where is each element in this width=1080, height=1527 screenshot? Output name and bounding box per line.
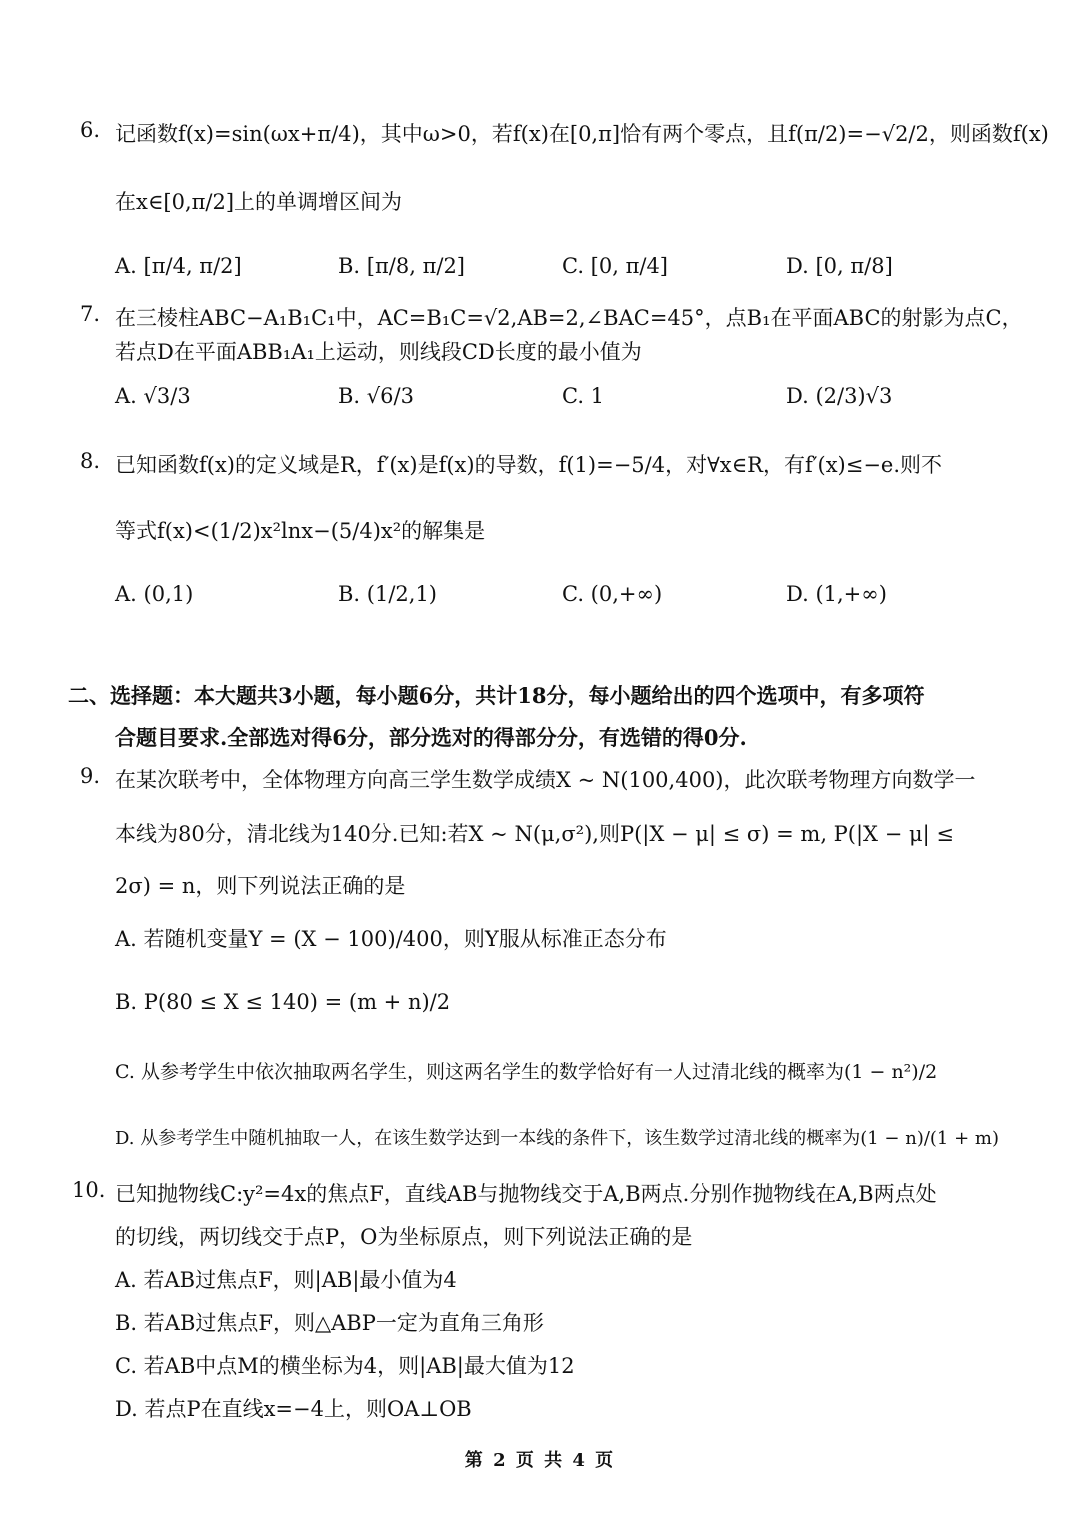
option-d: D. [0, π/8] [786,254,893,278]
question-text-line: 在三棱柱ABC−A₁B₁C₁中，AC=B₁C=√2,AB=2,∠BAC=45°，点B₁在平面ABC的射影为点C， [115,306,1023,330]
question-number: 7. [80,302,101,326]
question-text-line: 等式f(x)<(1/2)x²lnx−(5/4)x²的解集是 [115,519,486,543]
question-text-line: 若点D在平面ABB₁A₁上运动，则线段CD长度的最小值为 [115,340,642,364]
question-number: 6. [80,118,101,142]
option-c: C. 从参考学生中依次抽取两名学生，则这两名学生的数学恰好有一人过清北线的概率为(1 − n²)/2 [115,1061,938,1083]
option-b: B. [π/8, π/2] [338,254,465,278]
option-b: B. (1/2,1) [338,582,438,606]
question-number: 10. [72,1178,106,1202]
option-c: C. 若AB中点M的横坐标为4，则|AB|最大值为12 [115,1354,575,1378]
option-d: D. (2/3)√3 [786,384,893,408]
option-c: C. (0,+∞) [562,582,663,606]
question-text-line: 的切线，两切线交于点P，O为坐标原点，则下列说法正确的是 [115,1225,693,1249]
question-text-line: 记函数f(x)=sin(ωx+π/4)，其中ω>0，若f(x)在[0,π]恰有两个零点，且f(π/2)=−√2/2，则函数f(x) [115,122,1049,146]
section-text-line: 合题目要求.全部选对得6分，部分选对的得部分分，有选错的得0分. [115,725,747,750]
question-text-line: 本线为80分，清北线为140分.已知:若X ~ N(μ,σ²),则P(|X − μ| ≤ σ) = m, P(|X − μ| ≤ [115,822,954,846]
option-b: B. P(80 ≤ X ≤ 140) = (m + n)/2 [115,990,451,1014]
section-text-line: 二、选择题：本大题共3小题，每小题6分，共计18分，每小题给出的四个选项中，有多项符 [68,683,925,708]
question-text-line: 已知抛物线C:y²=4x的焦点F，直线AB与抛物线交于A,B两点.分别作抛物线在A,B两点处 [115,1182,937,1206]
option-b: B. 若AB过焦点F，则△ABP一定为直角三角形 [115,1311,544,1335]
option-a: A. √3/3 [115,384,191,408]
option-b: B. √6/3 [338,384,414,408]
question-text-line: 在x∈[0,π/2]上的单调增区间为 [115,190,403,214]
question-text-line: 在某次联考中，全体物理方向高三学生数学成绩X ~ N(100,400)，此次联考物理方向数学一 [115,768,976,792]
question-text-line: 已知函数f(x)的定义域是R，f′(x)是f(x)的导数，f(1)=−5/4，对∀x∈R，有f′(x)≤−e.则不 [115,453,943,477]
question-number: 9. [80,764,101,788]
option-c: C. [0, π/4] [562,254,669,278]
option-d: D. 若点P在直线x=−4上，则OA⊥OB [115,1397,472,1421]
option-a: A. 若随机变量Y = (X − 100)/400，则Y服从标准正态分布 [115,927,667,951]
option-d: D. 从参考学生中随机抽取一人，在该生数学达到一本线的条件下，该生数学过清北线的概率为(1 − n)/(1 + m) [115,1128,999,1149]
option-c: C. 1 [562,384,605,408]
option-d: D. (1,+∞) [786,582,887,606]
option-a: A. 若AB过焦点F，则|AB|最小值为4 [115,1268,457,1292]
option-a: A. (0,1) [115,582,194,606]
question-text-line: 2σ) = n，则下列说法正确的是 [115,874,406,898]
question-number: 8. [80,449,101,473]
option-a: A. [π/4, π/2] [115,254,242,278]
page-footer: 第 2 页 共 4 页 [464,1450,616,1471]
